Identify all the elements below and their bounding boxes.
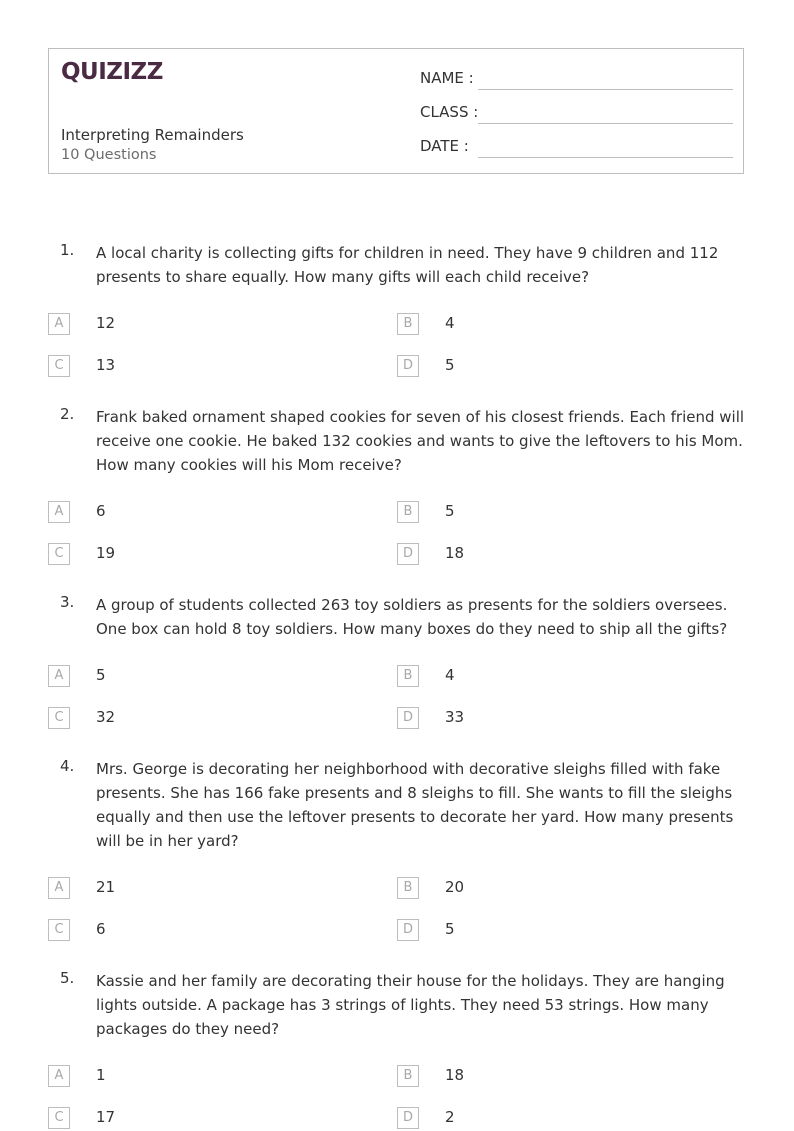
option-value: 18 bbox=[445, 544, 465, 562]
option-value: 13 bbox=[96, 356, 116, 374]
name-line[interactable] bbox=[478, 89, 733, 90]
option-letter-box[interactable]: C bbox=[48, 1107, 70, 1129]
question-number: 1. bbox=[60, 241, 75, 259]
option-value: 4 bbox=[445, 314, 455, 332]
option-letter-box[interactable]: C bbox=[48, 543, 70, 565]
option-letter-box[interactable]: A bbox=[48, 313, 70, 335]
option-value: 32 bbox=[96, 708, 116, 726]
option-value: 5 bbox=[445, 920, 455, 938]
option-letter-box[interactable]: D bbox=[397, 1107, 419, 1129]
class-label: CLASS : bbox=[420, 103, 479, 121]
date-label: DATE : bbox=[420, 137, 469, 155]
option-letter-box[interactable]: A bbox=[48, 1065, 70, 1087]
option-value: 21 bbox=[96, 878, 116, 896]
option-value: 2 bbox=[445, 1108, 455, 1126]
worksheet-title: Interpreting Remainders bbox=[61, 126, 244, 144]
question-number: 3. bbox=[60, 593, 75, 611]
question-number: 2. bbox=[60, 405, 75, 423]
question-text: Frank baked ornament shaped cookies for seven of his closest friends. Each friend will receive one cookie. He baked 132 cookies and wants to give the leftovers to his Mom. How many cookies will his Mom receive? bbox=[96, 408, 745, 474]
question-text: A local charity is collecting gifts for children in need. They have 9 children and 112 presents to share equally. How many gifts will each child receive? bbox=[96, 244, 719, 286]
option-letter-box[interactable]: C bbox=[48, 355, 70, 377]
date-line[interactable] bbox=[478, 157, 733, 158]
option-value: 12 bbox=[96, 314, 116, 332]
option-value: 20 bbox=[445, 878, 465, 896]
option-letter-box[interactable]: B bbox=[397, 1065, 419, 1087]
question-count: 10 Questions bbox=[61, 147, 157, 163]
option-letter-box[interactable]: A bbox=[48, 665, 70, 687]
option-value: 5 bbox=[445, 502, 455, 520]
option-letter-box[interactable]: B bbox=[397, 877, 419, 899]
option-value: 5 bbox=[96, 666, 106, 684]
quizizz-logo: QUIZIZZ bbox=[61, 59, 163, 85]
option-letter-box[interactable]: C bbox=[48, 919, 70, 941]
option-letter-box[interactable]: B bbox=[397, 313, 419, 335]
option-letter-box[interactable]: D bbox=[397, 355, 419, 377]
option-letter-box[interactable]: A bbox=[48, 877, 70, 899]
name-label: NAME : bbox=[420, 69, 474, 87]
question-text: Mrs. George is decorating her neighborhood with decorative sleighs filled with fake presents. She has 166 fake presents and 8 sleighs to fill. She wants to fill the sleighs equally and then use the leftover presents to decorate her yard. How many presents will be in her yard? bbox=[96, 760, 734, 850]
question-number: 4. bbox=[60, 757, 75, 775]
question-text: A group of students collected 263 toy soldiers as presents for the soldiers oversees. One box can hold 8 toy soldiers. How many boxes do they need to ship all the gifts? bbox=[96, 596, 728, 638]
option-value: 6 bbox=[96, 502, 106, 520]
option-letter-box[interactable]: C bbox=[48, 707, 70, 729]
option-value: 17 bbox=[96, 1108, 116, 1126]
option-value: 1 bbox=[96, 1066, 106, 1084]
option-letter-box[interactable]: D bbox=[397, 707, 419, 729]
worksheet-header bbox=[48, 48, 744, 174]
option-value: 18 bbox=[445, 1066, 465, 1084]
option-value: 5 bbox=[445, 356, 455, 374]
option-letter-box[interactable]: A bbox=[48, 501, 70, 523]
option-value: 33 bbox=[445, 708, 465, 726]
question-text: Kassie and her family are decorating their house for the holidays. They are hanging lights outside. A package has 3 strings of lights. They need 53 strings. How many packages do they need? bbox=[96, 972, 725, 1038]
option-letter-box[interactable]: B bbox=[397, 501, 419, 523]
class-line[interactable] bbox=[478, 123, 733, 124]
option-letter-box[interactable]: D bbox=[397, 919, 419, 941]
option-letter-box[interactable]: D bbox=[397, 543, 419, 565]
option-value: 19 bbox=[96, 544, 116, 562]
option-letter-box[interactable]: B bbox=[397, 665, 419, 687]
option-value: 4 bbox=[445, 666, 455, 684]
option-value: 6 bbox=[96, 920, 106, 938]
question-number: 5. bbox=[60, 969, 75, 987]
